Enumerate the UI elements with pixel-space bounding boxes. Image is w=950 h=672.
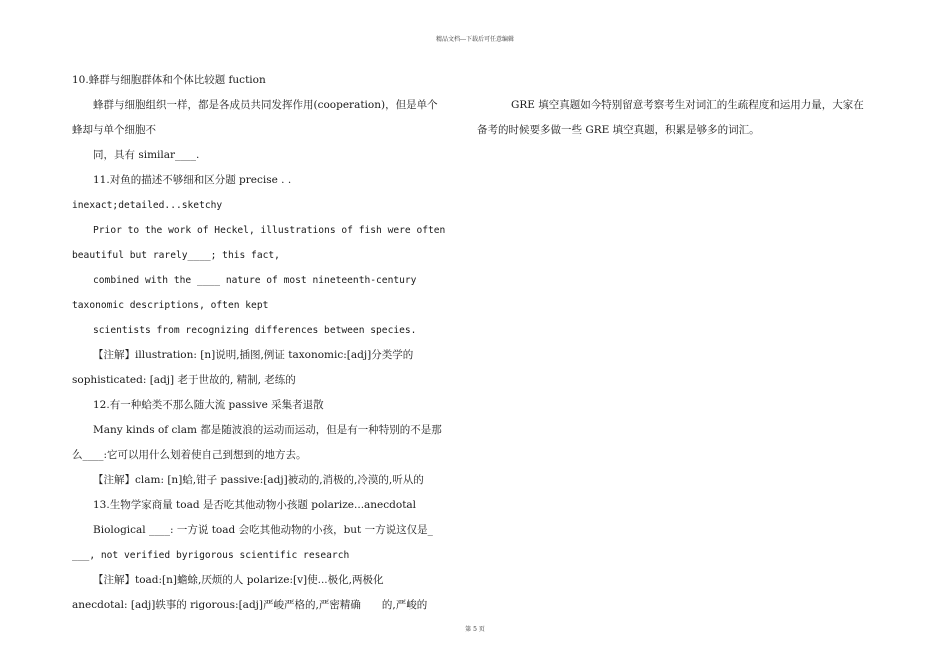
question-13-title: 13.生物学家商量 toad 是否吃其他动物小孩题 polarize...anecdotal [93, 499, 417, 511]
paragraph-line: beautiful but rarely____; this fact, [72, 250, 280, 261]
paragraph-line: Prior to the work of Heckel, illustrations of fish were often [93, 225, 446, 236]
paragraph-line: 蜂却与单个细胞不 [72, 124, 156, 136]
left-column [72, 68, 467, 618]
question-12-title: 12.有一种蛤类不那么随大流 passive 采集者退散 [93, 399, 324, 411]
paragraph-line: taxonomic descriptions, often kept [72, 300, 269, 311]
paragraph-line: scientists from recognizing differences between species. [93, 325, 417, 336]
paragraph-line: 同，具有 similar____. [93, 149, 200, 161]
question-10-title: 10.蜂群与细胞群体和个体比较题 fuction [72, 74, 266, 86]
paragraph-line: 蜂群与细胞组织一样，都是各成员共同发挥作用(cooperation)，但是单个 [93, 99, 438, 111]
annotation-line: 【注解】illustration: [n]说明,插图,例证 taxonomic:[adj]分类学的 [93, 349, 414, 361]
annotation-line: 【注解】clam: [n]蛤,钳子 passive:[adj]被动的,消极的,冷漠的,听从的 [93, 474, 424, 486]
right-column [477, 93, 882, 143]
paragraph-line: Many kinds of clam 都是随波浪的运动而运动，但是有一种特别的不是那 [93, 424, 442, 436]
page-footer: 第 5 页 [465, 626, 485, 633]
annotation-line: anecdotal: [adj]轶事的 rigorous:[adj]严峻严格的,严密精确 的,严峻的 [72, 599, 428, 611]
paragraph-line: combined with the ____ nature of most nineteenth-century [93, 275, 417, 286]
paragraph-line: 备考的时候要多做一些 GRE 填空真题，积累是够多的词汇。 [477, 124, 760, 136]
page-header: 精品文档---下载后可任意编辑 [435, 36, 515, 43]
paragraph-line: GRE 填空真题如今特别留意考察考生对词汇的生疏程度和运用力量，大家在 [511, 99, 864, 111]
paragraph-line: Biological ____: 一方说 toad 会吃其他动物的小孩，but 一方说这仅是_ [93, 524, 433, 536]
question-11-title: 11.对鱼的描述不够细和区分题 precise . . [93, 174, 292, 186]
annotation-line: 【注解】toad:[n]蟾蜍,厌烦的人 polarize:[v]使...极化,两极化 [93, 574, 384, 586]
answer-options: inexact;detailed...sketchy [72, 200, 223, 211]
paragraph-line: ___, not verified byrigorous scientific research [72, 550, 350, 561]
paragraph-line: 么____:它可以用什么划着使自己到想到的地方去。 [72, 449, 307, 461]
annotation-line: sophisticated: [adj] 老于世故的, 精制, 老练的 [72, 374, 296, 386]
